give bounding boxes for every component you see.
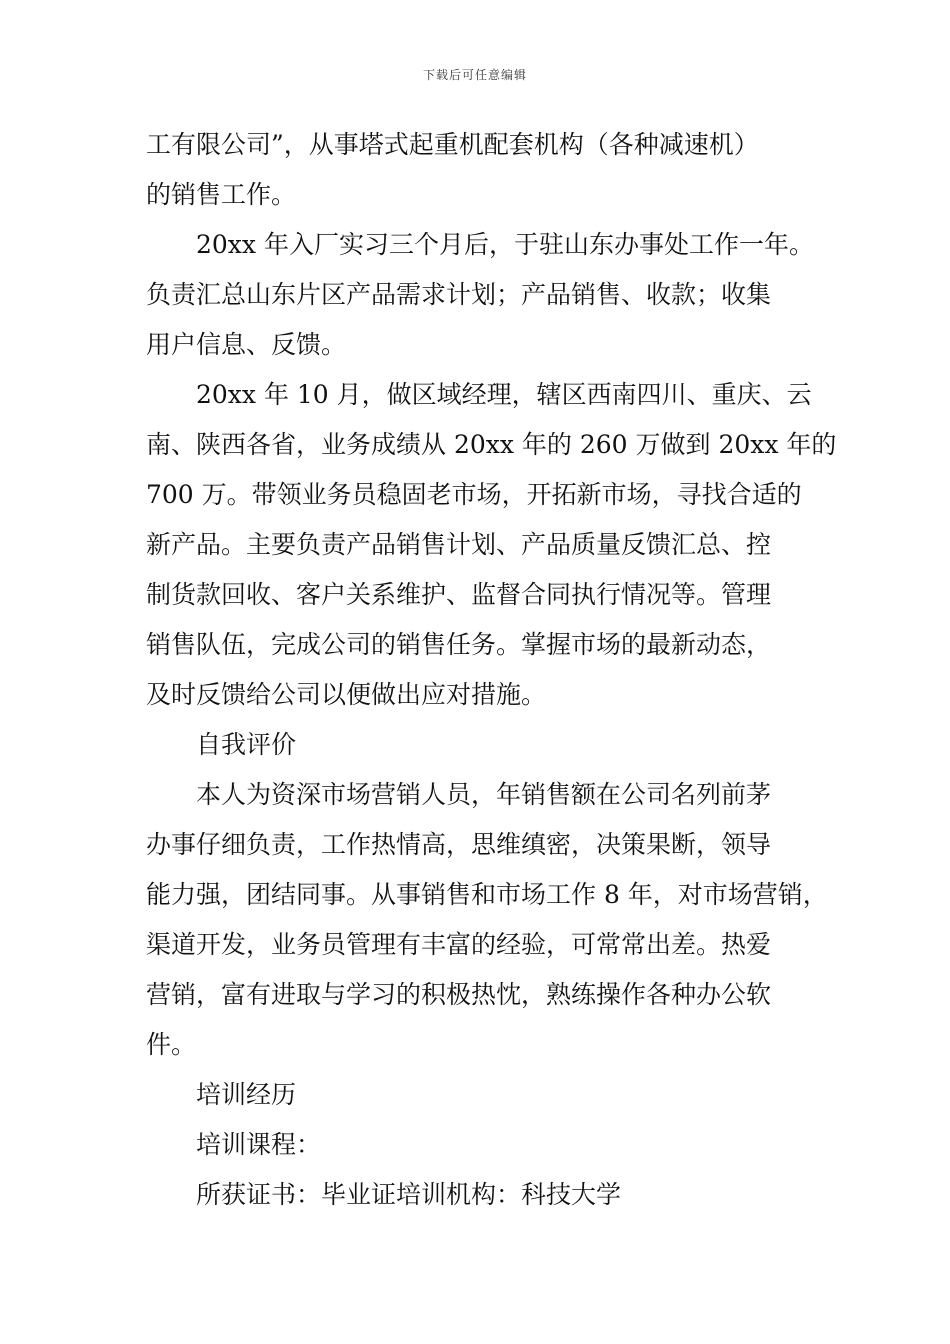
body-line: 件。 (146, 1030, 197, 1059)
body-line: 用户信息、反馈。 (146, 330, 347, 359)
body-line: 本人为资深市场营销人员，年销售额在公司名列前茅 (196, 780, 772, 809)
body-line: 工有限公司”，从事塔式起重机配套机构（各种减速机） (146, 130, 759, 159)
body-line: 南、陕西各省，业务成绩从 20xx 年的 260 万做到 20xx 年的 (146, 430, 837, 459)
certificate-line: 所获证书：毕业证培训机构：科技大学 (196, 1180, 622, 1209)
body-line: 20xx 年 10 月，做区域经理，辖区西南四川、重庆、云 (196, 380, 812, 409)
body-line: 20xx 年入厂实习三个月后，于驻山东办事处工作一年。 (196, 230, 814, 259)
body-line: 700 万。带领业务员稳固老市场，开拓新市场，寻找合适的 (146, 480, 802, 509)
page-header: 下载后可任意编辑 (422, 68, 527, 82)
section-heading-self-evaluation: 自我评价 (196, 730, 297, 759)
training-course-line: 培训课程： (196, 1130, 322, 1159)
body-line: 能力强，团结同事。从事销售和市场工作 8 年，对市场营销， (146, 880, 828, 909)
body-line: 及时反馈给公司以便做出应对措施。 (146, 680, 547, 709)
section-heading-training: 培训经历 (196, 1080, 297, 1109)
body-line: 营销，富有进取与学习的积极热忱，熟练操作各种办公软 (146, 980, 772, 1009)
body-line: 负责汇总山东片区产品需求计划；产品销售、收款；收集 (146, 280, 772, 309)
body-line: 制货款回收、客户关系维护、监督合同执行情况等。管理 (146, 580, 772, 609)
body-line: 销售队伍，完成公司的销售任务。掌握市场的最新动态， (146, 630, 772, 659)
body-line: 办事仔细负责，工作热情高，思维缜密，决策果断，领导 (146, 830, 772, 859)
body-line: 渠道开发，业务员管理有丰富的经验，可常常出差。热爱 (146, 930, 772, 959)
body-line: 的销售工作。 (146, 180, 297, 209)
body-line: 新产品。主要负责产品销售计划、产品质量反馈汇总、控 (146, 530, 772, 559)
